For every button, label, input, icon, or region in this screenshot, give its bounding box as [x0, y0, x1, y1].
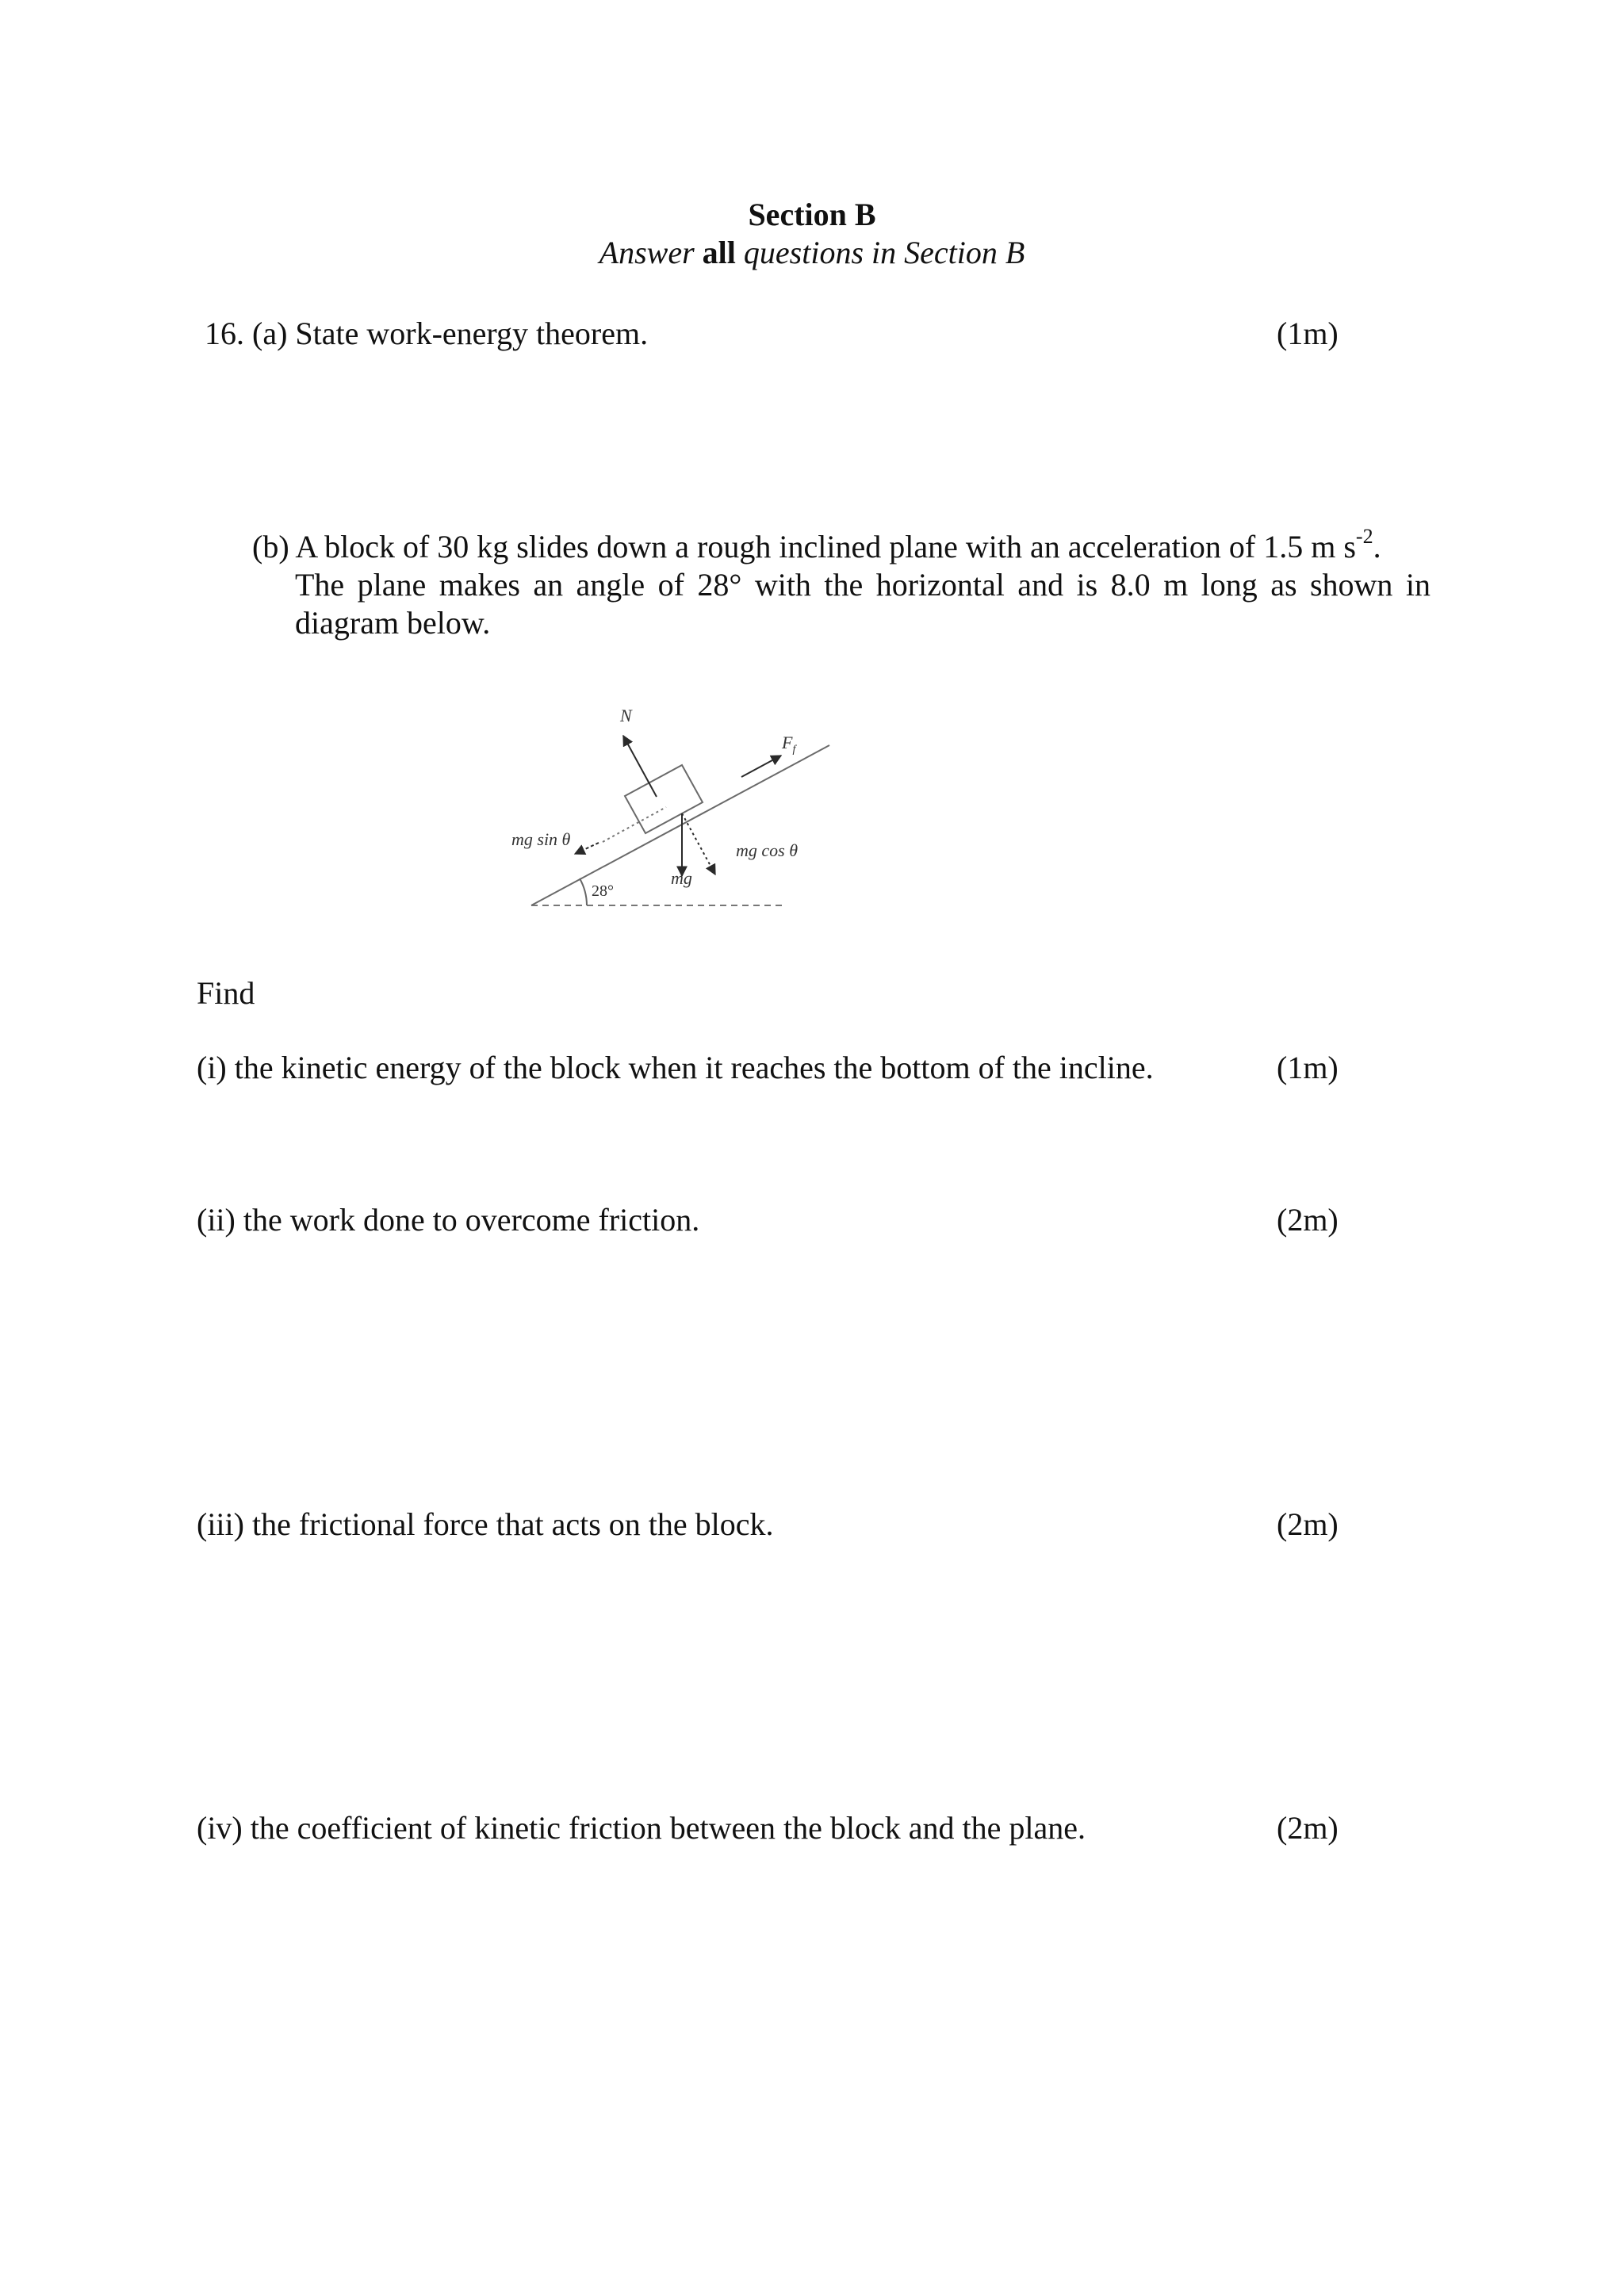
section-title: Section B — [748, 197, 876, 232]
question-16b — [252, 524, 1431, 642]
part-iv-text: (iv) the coefficient of kinetic friction between the block and the plane. — [197, 1810, 1086, 1846]
question-16b-line1-text: (b) A block of 30 kg slides down a rough inclined plane with an acceleration of 1.5 m s — [252, 529, 1356, 564]
part-iv-marks: (2m) — [1277, 1810, 1339, 1846]
question-16a-marks: (1m) — [1277, 316, 1339, 351]
part-iii-marks: (2m) — [1277, 1506, 1339, 1542]
label-angle: 28° — [592, 882, 614, 900]
question-16b-line3: diagram below. — [295, 605, 491, 641]
question-16b-exponent: -2 — [1355, 524, 1373, 548]
part-i-text: (i) the kinetic energy of the block when it reaches the bottom of the incline. — [197, 1050, 1154, 1085]
label-friction-force-sub: f — [792, 744, 796, 756]
instruction-bold: all — [702, 235, 736, 270]
find-label: Find — [197, 975, 255, 1011]
section-instruction — [0, 235, 1624, 271]
angle-arc — [580, 878, 587, 905]
mg-sin-arrow — [575, 843, 599, 854]
question-16a-text: 16. (a) State work-energy theorem. — [205, 316, 649, 351]
instruction-post: questions in Section B — [743, 235, 1025, 270]
label-mg-cos: mg cos θ — [736, 840, 799, 860]
label-friction-force — [781, 733, 797, 756]
label-mg: mg — [671, 868, 692, 888]
part-iii-text: (iii) the frictional force that acts on the block. — [197, 1506, 774, 1542]
label-friction-force-main: F — [782, 733, 793, 752]
block — [625, 765, 703, 833]
label-mg-sin: mg sin θ — [511, 829, 571, 849]
part-ii-text: (ii) the work done to overcome friction. — [197, 1202, 700, 1238]
question-16b-line1-end: . — [1373, 529, 1381, 564]
question-16b-line2: The plane makes an angle of 28° with the horizontal and is 8.0 m long as shown in — [295, 567, 1431, 603]
label-normal-force: N — [620, 706, 632, 725]
part-ii-marks: (2m) — [1277, 1202, 1339, 1238]
instruction-pre: Answer — [599, 235, 695, 270]
inclined-plane-diagram — [500, 682, 864, 943]
question-16b-line1 — [252, 524, 1431, 566]
part-i-marks: (1m) — [1277, 1050, 1339, 1085]
